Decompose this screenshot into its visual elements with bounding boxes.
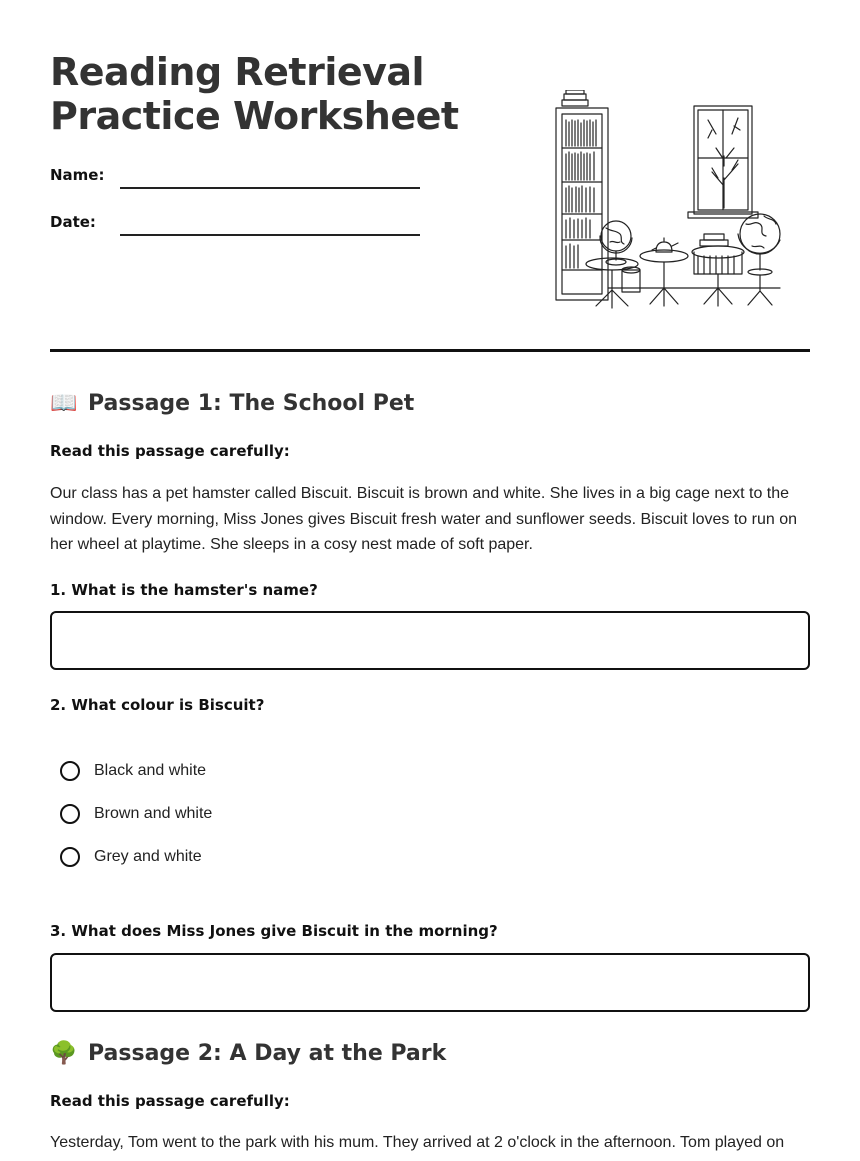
name-field[interactable] (120, 187, 420, 189)
date-field[interactable] (120, 234, 420, 236)
option-label: Black and white (94, 762, 207, 779)
passage-1-instruction: Read this passage carefully: (50, 442, 290, 460)
passage-1-heading (50, 391, 414, 416)
passage-2-instruction: Read this passage carefully: (50, 1092, 290, 1110)
book-icon: 📖 (50, 391, 78, 416)
answer-box-1[interactable] (50, 611, 810, 670)
option-grey-and-white[interactable] (60, 847, 202, 867)
option-black-and-white[interactable] (60, 761, 206, 781)
answer-box-3[interactable] (50, 953, 810, 1012)
worksheet-title (50, 50, 520, 138)
question-2: 2. What colour is Biscuit? (50, 696, 265, 714)
window-drawing (688, 106, 758, 218)
passage-1-title: Passage 1: The School Pet (88, 391, 415, 416)
radio-button[interactable] (60, 847, 80, 867)
date-label: Date: (50, 213, 96, 231)
question-3: 3. What does Miss Jones give Biscuit in the morning? (50, 922, 498, 940)
radio-button[interactable] (60, 761, 80, 781)
option-brown-and-white[interactable] (60, 804, 212, 824)
header-divider (50, 349, 810, 352)
title-line-2: Practice Worksheet (50, 94, 459, 138)
question-1: 1. What is the hamster's name? (50, 581, 318, 599)
table-right-drawing (692, 234, 744, 306)
passage-1-text: Our class has a pet hamster called Biscuit. Biscuit is brown and white. She lives in a big cage next to the window. Every morning, Miss Jones gives Biscuit fresh water and sunflower seeds. Biscuit loves to run on her wheel at playtime. She sleeps in a cosy nest made of soft paper. (50, 485, 797, 553)
table-center-drawing (640, 238, 688, 306)
title-line-1: Reading Retrieval (50, 50, 425, 94)
passage-2-title: Passage 2: A Day at the Park (88, 1041, 447, 1066)
library-illustration (548, 90, 788, 320)
option-label: Brown and white (94, 805, 213, 822)
passage-2-text: Yesterday, Tom went to the park with his mum. They arrived at 2 o'clock in the afternoon. Tom played on (50, 1134, 785, 1151)
bookshelf-drawing (556, 90, 608, 300)
name-label: Name: (50, 166, 105, 184)
option-label: Grey and white (94, 848, 202, 865)
passage-2-heading (50, 1041, 446, 1066)
globe-right-drawing (738, 214, 780, 305)
radio-button[interactable] (60, 804, 80, 824)
tree-icon: 🌳 (50, 1041, 78, 1066)
